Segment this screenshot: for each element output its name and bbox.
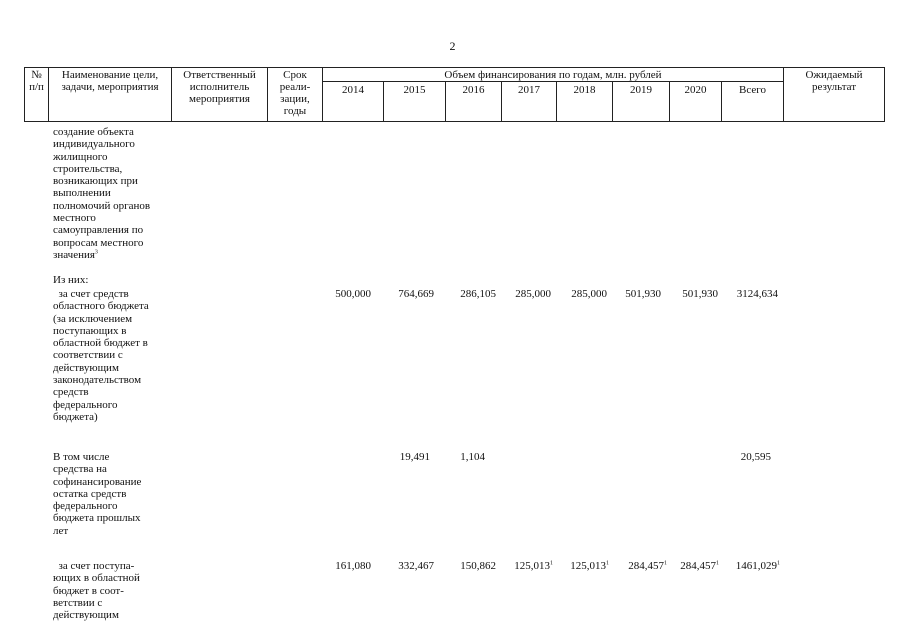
- header-year-2016: 2016: [462, 84, 485, 96]
- value-2014: 500,000: [335, 288, 371, 300]
- value-2020: 501,930: [682, 288, 718, 300]
- value-total: 20,595: [740, 451, 771, 463]
- header-year-2017: 2017: [518, 84, 540, 96]
- value-2019: 501,930: [625, 288, 661, 300]
- value-2017: 125,013$^1$: [514, 560, 553, 572]
- value-2016: 286,105: [460, 288, 496, 300]
- value-2015: 19,491: [399, 451, 430, 463]
- header-number: № п/п: [29, 69, 44, 93]
- header-executor: Ответственный исполнитель мероприятия: [183, 69, 256, 105]
- row-description: за счет поступа- ющих в областной бюджет в соот- ветствии с действующим: [53, 560, 140, 622]
- value-2014: 161,080: [335, 560, 371, 572]
- value-2020: 284,457$^1$: [680, 560, 719, 572]
- value-total: 3124,634: [736, 288, 778, 300]
- header-result: Ожидаемый результат: [805, 69, 863, 93]
- row-description: Из них:: [53, 274, 89, 286]
- header-bottom-border: [24, 121, 885, 122]
- page-number: 2: [449, 39, 456, 53]
- row-description: за счет средств областного бюджета (за исключением поступающих в областной бюджет в соответствии с действующим законодательством средств федерального бюджета): [53, 288, 149, 423]
- row-description: создание объекта индивидуального жилищного строительства, возникающих при выполнении полномочий органов местного самоуправления по вопросам местного значения$^3$: [53, 126, 151, 261]
- header-total: Всего: [739, 84, 766, 96]
- value-2016: 150,862: [460, 560, 496, 572]
- row-description: В том числе средства на софинансирование остатка средств федерального бюджета прошлых лет: [53, 451, 142, 537]
- value-total: 1461,029$^1$: [735, 560, 780, 572]
- header-year-2014: 2014: [342, 84, 364, 96]
- header-year-2020: 2020: [684, 84, 707, 96]
- value-2015: 332,467: [398, 560, 434, 572]
- header-year-2019: 2019: [630, 84, 652, 96]
- table-top-border: [24, 67, 885, 68]
- value-2019: 284,457$^1$: [628, 560, 667, 572]
- table-right-border: [884, 67, 885, 122]
- header-term: Срок реали- зации, годы: [279, 69, 311, 117]
- header-name: Наименование цели, задачи, мероприятия: [61, 69, 159, 93]
- header-financing: Объем финансирования по годам, млн. рублей: [444, 69, 662, 81]
- value-2015: 764,669: [398, 288, 434, 300]
- header-year-2018: 2018: [573, 84, 596, 96]
- value-2017: 285,000: [515, 288, 551, 300]
- value-2018: 125,013$^1$: [570, 560, 609, 572]
- value-2016: 1,104: [460, 451, 485, 463]
- years-row-border: [322, 81, 783, 82]
- header-year-2015: 2015: [403, 84, 426, 96]
- value-2018: 285,000: [571, 288, 607, 300]
